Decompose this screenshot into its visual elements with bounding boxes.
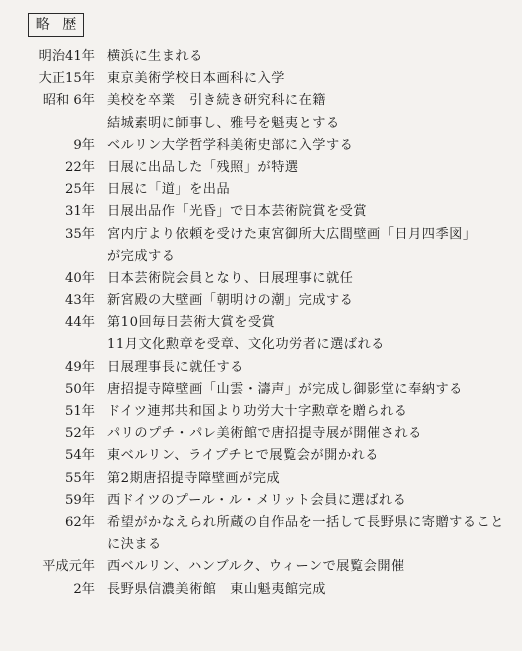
timeline-year: 昭和 6年 xyxy=(42,93,95,109)
timeline-row xyxy=(0,46,522,68)
timeline-event: に決まる xyxy=(107,537,162,553)
timeline-year: 22年 xyxy=(65,159,95,175)
timeline-year xyxy=(0,334,95,356)
timeline-year: 9年 xyxy=(73,137,95,153)
timeline-year: 平成元年 xyxy=(42,559,95,575)
timeline-event: 日展理事長に就任する xyxy=(107,359,244,375)
timeline-year: 49年 xyxy=(65,359,95,375)
timeline-row xyxy=(0,490,522,512)
timeline-event: 西ベルリン、ハンブルク、ウィーンで展覧会開催 xyxy=(107,559,405,575)
timeline-row xyxy=(0,357,522,379)
timeline-year: 2年 xyxy=(73,581,95,597)
timeline-row xyxy=(0,579,522,601)
timeline-row xyxy=(0,534,522,556)
timeline-row xyxy=(0,556,522,578)
timeline-event: 第2期唐招提寺障壁画が完成 xyxy=(107,470,281,486)
timeline-row xyxy=(0,135,522,157)
timeline-row xyxy=(0,113,522,135)
timeline-event: 11月文化勲章を受章、文化功労者に選ばれる xyxy=(107,337,385,353)
timeline-event: 東ベルリン、ライプチヒで展覧会が開かれる xyxy=(107,448,379,464)
timeline-row xyxy=(0,445,522,467)
timeline-row xyxy=(0,90,522,112)
timeline-event: 第10回毎日芸術大賞を受賞 xyxy=(107,315,276,331)
timeline-event: 日展出品作「光昏」で日本芸術院賞を受賞 xyxy=(107,204,368,220)
timeline-year: 44年 xyxy=(65,315,95,331)
timeline-year: 59年 xyxy=(65,492,95,508)
timeline-year xyxy=(0,113,95,135)
timeline-row xyxy=(0,312,522,334)
timeline-event: 東京美術学校日本画科に入学 xyxy=(107,71,285,87)
timeline-year: 大正15年 xyxy=(38,71,95,87)
timeline-row xyxy=(0,334,522,356)
timeline-event: が完成する xyxy=(107,248,176,264)
timeline-event: 宮内庁より依頼を受けた東宮御所大広間壁画「日月四季図」 xyxy=(107,226,477,242)
timeline-year: 明治41年 xyxy=(38,49,95,64)
timeline-event: 美校を卒業 引き続き研究科に在籍 xyxy=(107,93,326,109)
timeline-event: 結城素明に師事し、雅号を魁夷とする xyxy=(107,115,340,131)
timeline-year: 50年 xyxy=(65,381,95,397)
timeline-event: ドイツ連邦共和国より功労大十字勲章を贈られる xyxy=(107,404,408,419)
timeline-event: 西ドイツのプール・ル・メリット会員に選ばれる xyxy=(107,492,407,508)
timeline-year: 31年 xyxy=(65,204,95,220)
timeline-row xyxy=(0,512,522,534)
timeline-event: 希望がかなえられ所蔵の自作品を一括して長野県に寄贈すること xyxy=(107,514,504,530)
timeline-year xyxy=(0,246,95,268)
timeline-event: 長野県信濃美術館 東山魁夷館完成 xyxy=(107,581,326,597)
timeline-row xyxy=(0,468,522,490)
timeline-year: 52年 xyxy=(65,426,95,442)
timeline-event: パリのプチ・パレ美術館で唐招提寺展が開催される xyxy=(107,426,422,442)
timeline-event: 日展に「道」を出品 xyxy=(107,182,231,198)
timeline-year: 62年 xyxy=(65,514,95,530)
timeline-row xyxy=(0,379,522,401)
timeline-row xyxy=(0,68,522,90)
timeline-event: 日本芸術院会員となり、日展理事に就任 xyxy=(107,270,354,286)
timeline-year: 51年 xyxy=(65,404,95,419)
timeline-row xyxy=(0,224,522,246)
timeline-year: 35年 xyxy=(65,226,95,242)
timeline-row xyxy=(0,246,522,268)
section-heading: 略 歴 xyxy=(28,13,84,37)
timeline-row xyxy=(0,157,522,179)
timeline-event: 新宮殿の大壁画「朝明けの潮」完成する xyxy=(107,293,354,309)
timeline-event: 横浜に生まれる xyxy=(107,49,203,64)
timeline-year: 55年 xyxy=(65,470,95,486)
timeline-year: 40年 xyxy=(65,270,95,286)
timeline-row xyxy=(0,179,522,201)
timeline-list xyxy=(0,46,522,601)
timeline-year: 43年 xyxy=(65,293,95,309)
timeline-year: 25年 xyxy=(65,182,95,198)
timeline-event: 唐招提寺障壁画「山雲・濤声」が完成し御影堂に奉納する xyxy=(107,381,463,397)
timeline-event: 日展に出品した「残照」が特選 xyxy=(107,159,299,175)
timeline-row xyxy=(0,268,522,290)
timeline-row xyxy=(0,401,522,423)
timeline-event: ベルリン大学哲学科美術史部に入学する xyxy=(107,137,354,153)
timeline-row xyxy=(0,290,522,312)
timeline-row xyxy=(0,423,522,445)
timeline-row xyxy=(0,201,522,223)
timeline-year: 54年 xyxy=(65,448,95,464)
timeline-year xyxy=(0,534,95,556)
